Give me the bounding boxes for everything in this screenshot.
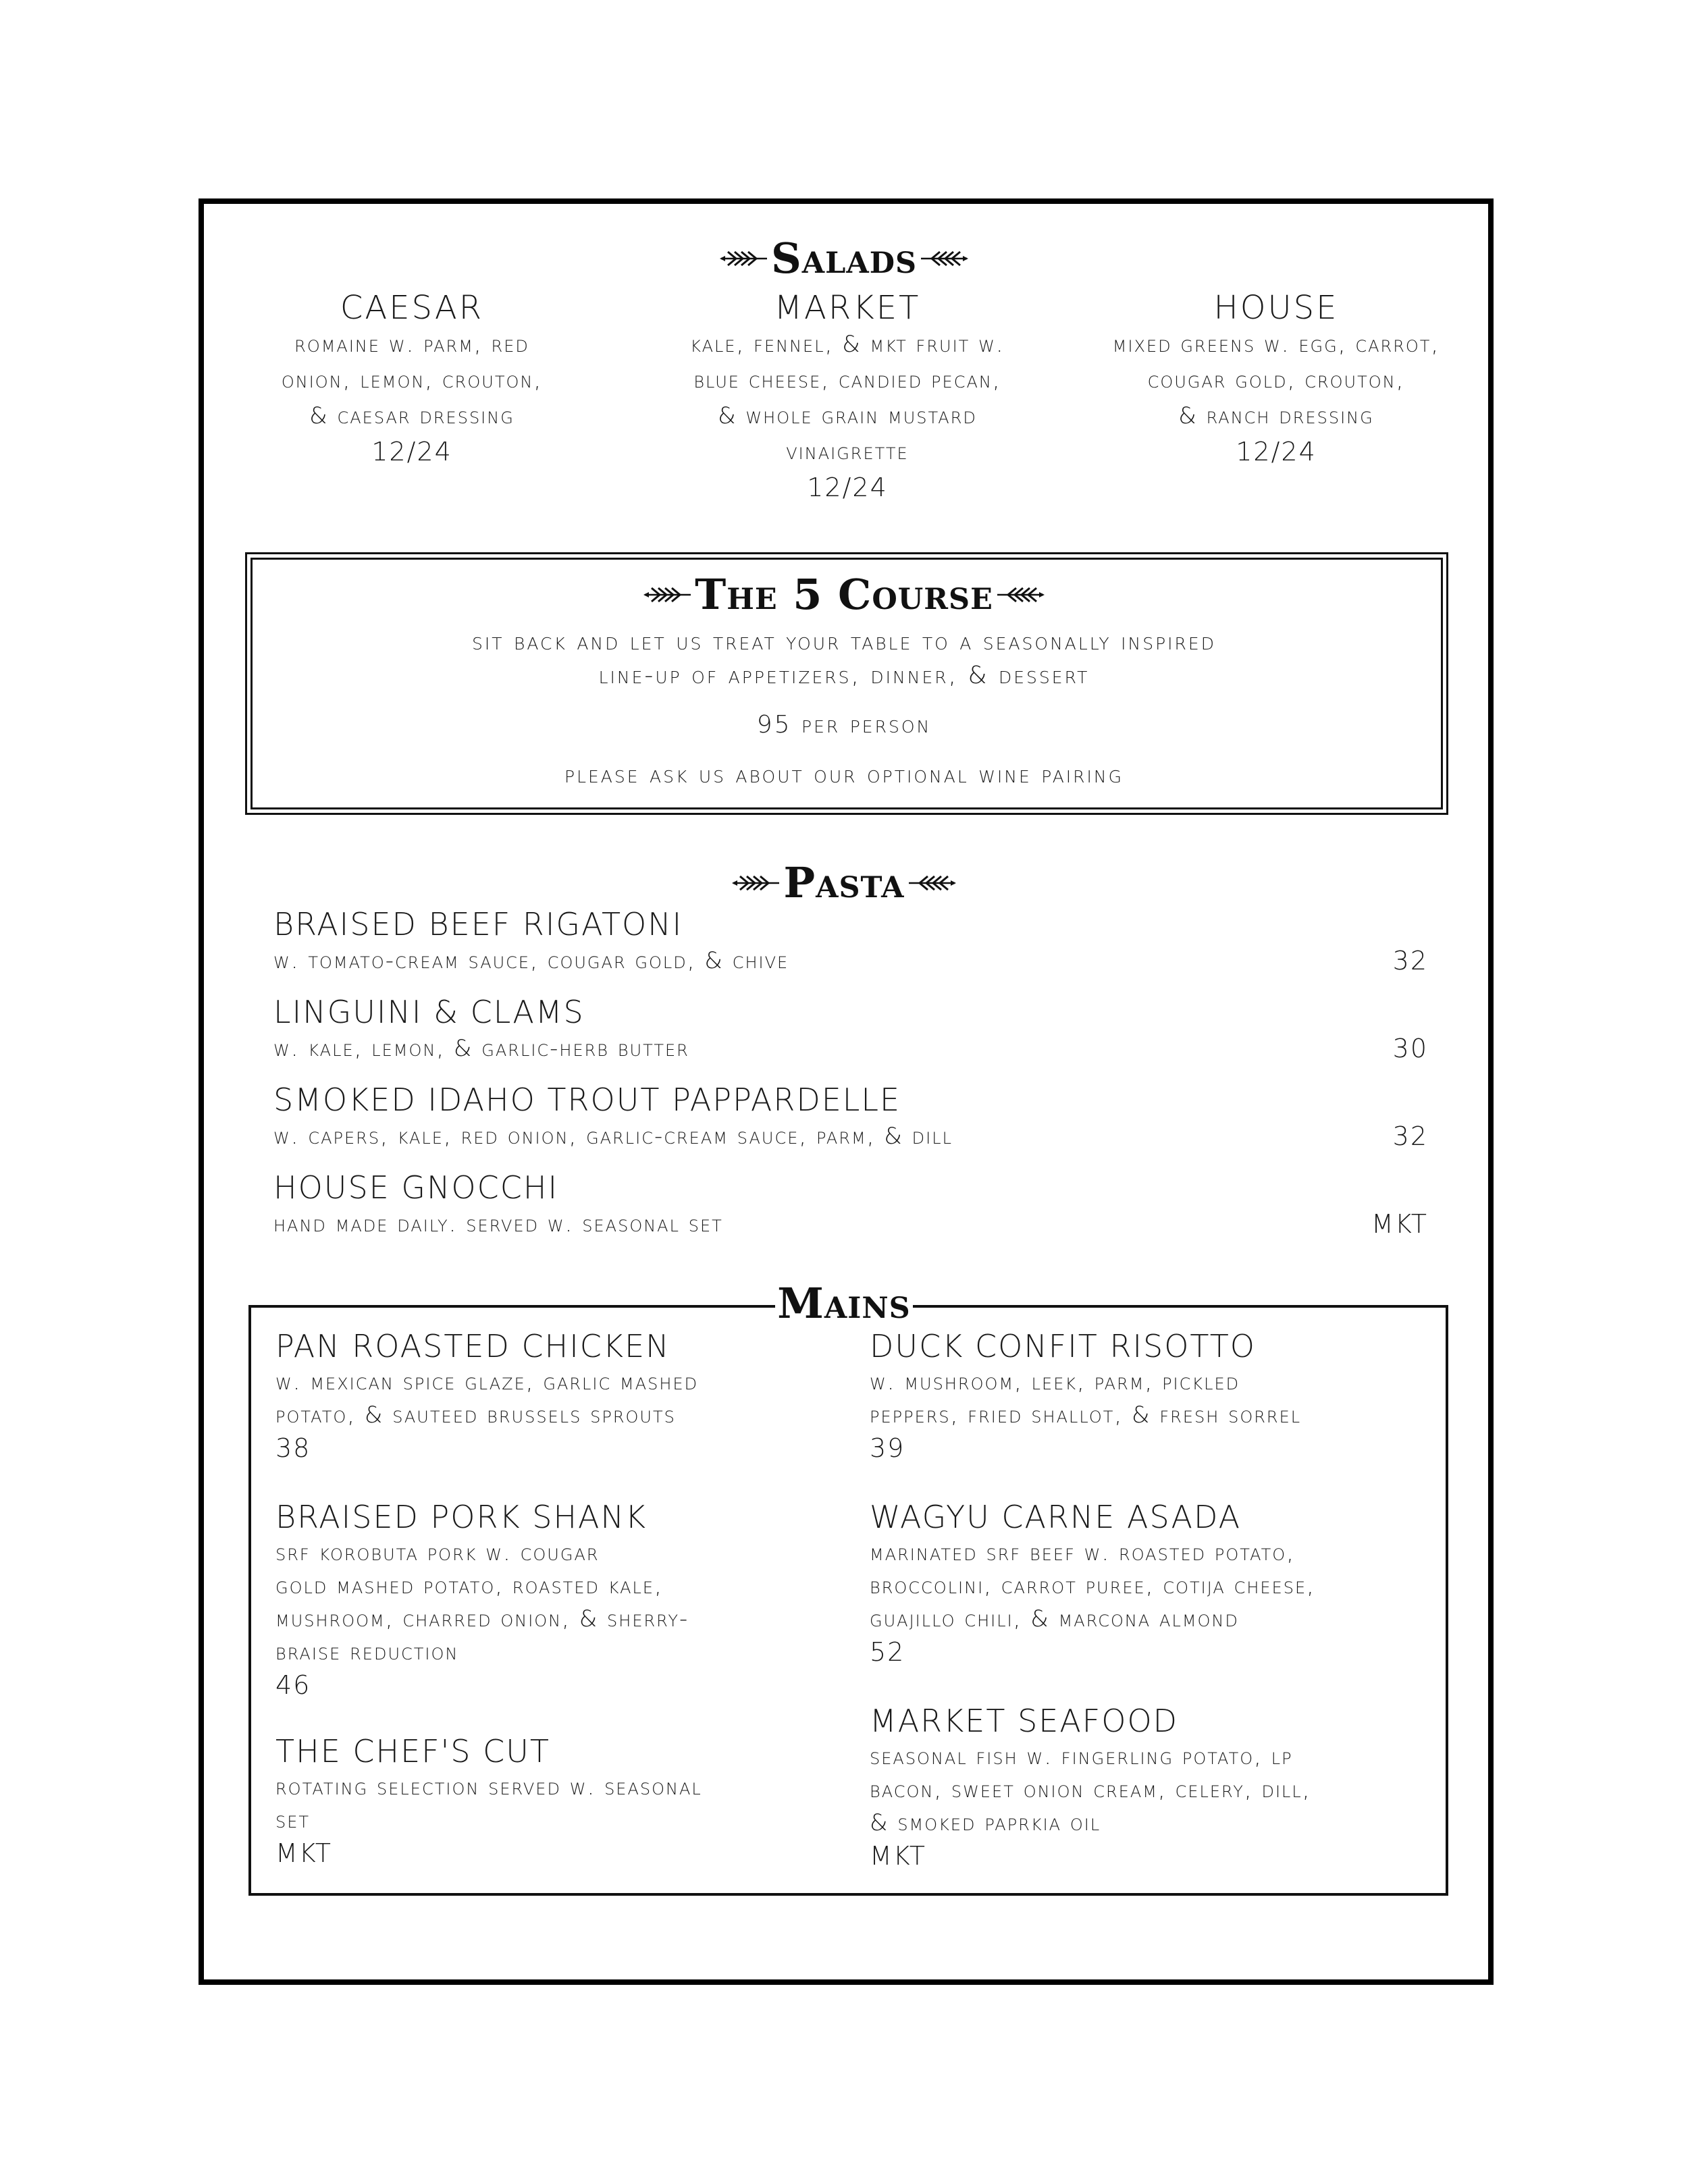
main-item xyxy=(870,1327,1423,1464)
five-course-description-line: line-up of appetizers, dinner, & dessert xyxy=(598,662,1090,689)
pasta-item xyxy=(273,905,1428,978)
salads-heading-text: Salads xyxy=(770,234,918,283)
pasta-price: 32 xyxy=(1392,946,1428,976)
pasta-heading xyxy=(0,858,1688,907)
main-name: BRAISED PORK SHANK xyxy=(275,1499,648,1535)
main-item xyxy=(275,1497,829,1701)
salad-item-house xyxy=(1060,289,1492,470)
main-desc-line: broccolini, carrot puree, cotija cheese, xyxy=(870,1572,1315,1599)
wine-pairing-note: please ask us about our optional wine pairing xyxy=(564,761,1124,789)
main-name: DUCK CONFIT RISOTTO xyxy=(870,1328,1257,1364)
arrow-feather-icon xyxy=(921,250,968,267)
main-price: 38 xyxy=(275,1433,311,1463)
main-name: WAGYU CARNE ASADA xyxy=(870,1499,1242,1535)
main-item xyxy=(275,1732,829,1869)
main-desc-line: srf korobuta pork w. cougar xyxy=(275,1539,600,1566)
salad-desc-line: & caesar dressing xyxy=(309,402,515,429)
salad-desc-line: cougar gold, crouton, xyxy=(1147,367,1405,394)
five-course-heading xyxy=(0,570,1688,619)
pasta-name: LINGUINI & CLAMS xyxy=(273,994,585,1030)
main-name: MARKET SEAFOOD xyxy=(870,1703,1179,1739)
main-desc-line: marinated srf beef w. roasted potato, xyxy=(870,1539,1296,1566)
main-desc-line: & smoked paprkia oil xyxy=(870,1809,1101,1836)
pasta-desc: w. kale, lemon, & garlic-herb butter xyxy=(273,1035,689,1062)
salad-price: 12/24 xyxy=(371,437,452,467)
pasta-desc: hand made daily. served w. seasonal set xyxy=(273,1210,723,1237)
salad-desc-line: romaine w. parm, red xyxy=(294,331,529,358)
five-course-description-line: sit back and let us treat your table to a seasonally inspired xyxy=(472,628,1216,656)
five-course-heading-text: The 5 Course xyxy=(695,570,993,619)
salad-desc-line: & ranch dressing xyxy=(1178,402,1374,429)
pasta-price: 32 xyxy=(1392,1121,1428,1151)
pasta-heading-text: Pasta xyxy=(783,858,905,907)
main-desc-line: gold mashed potato, roasted kale, xyxy=(275,1572,663,1599)
salad-item-market xyxy=(645,289,1050,506)
salad-desc-line: kale, fennel, & mkt fruit w. xyxy=(690,331,1005,358)
main-desc-line: rotating selection served w. seasonal xyxy=(275,1774,702,1801)
five-course-price: 95 per person xyxy=(756,711,932,739)
pasta-name: HOUSE GNOCCHI xyxy=(273,1169,559,1206)
main-desc-line: guajillo chili, & marcona almond xyxy=(870,1605,1239,1632)
salad-desc-line: & whole grain mustard xyxy=(718,402,977,429)
pasta-item xyxy=(273,992,1428,1065)
arrow-feather-icon xyxy=(732,874,779,892)
pasta-name: SMOKED IDAHO TROUT PAPPARDELLE xyxy=(273,1082,901,1118)
arrow-feather-icon xyxy=(997,586,1045,604)
salad-name: HOUSE xyxy=(1213,289,1339,327)
main-desc-line: seasonal fish w. fingerling potato, lp xyxy=(870,1743,1293,1770)
salad-name: MARKET xyxy=(774,289,921,327)
pasta-item xyxy=(273,1168,1428,1241)
main-desc-line: mushroom, charred onion, & sherry- xyxy=(275,1605,689,1632)
arrow-feather-icon xyxy=(909,874,956,892)
salads-heading xyxy=(0,234,1688,283)
main-desc-line: bacon, sweet onion cream, celery, dill, xyxy=(870,1776,1311,1803)
pasta-desc: w. capers, kale, red onion, garlic-cream sauce, parm, & dill xyxy=(273,1123,953,1150)
main-desc-line: w. mexican spice glaze, garlic mashed xyxy=(275,1368,699,1395)
main-price: 52 xyxy=(870,1637,905,1667)
arrow-feather-icon xyxy=(643,586,691,604)
mains-heading-text: Mains xyxy=(777,1279,911,1328)
main-price: MKT xyxy=(275,1838,332,1868)
salad-name: CAESAR xyxy=(340,289,484,327)
pasta-price: MKT xyxy=(1371,1209,1428,1239)
main-name: THE CHEF'S CUT xyxy=(275,1733,550,1769)
main-desc-line: w. mushroom, leek, parm, pickled xyxy=(870,1368,1240,1395)
main-desc-line: peppers, fried shallot, & fresh sorrel xyxy=(870,1402,1302,1429)
main-item xyxy=(870,1701,1423,1872)
main-desc-line: potato, & sauteed brussels sprouts xyxy=(275,1402,676,1429)
salad-desc-line: vinaigrette xyxy=(786,438,909,465)
salad-desc-line: blue cheese, candied pecan, xyxy=(693,367,1001,394)
main-item xyxy=(870,1497,1423,1668)
main-price: 39 xyxy=(870,1433,905,1463)
main-name: PAN ROASTED CHICKEN xyxy=(275,1328,670,1364)
arrow-feather-icon xyxy=(720,250,767,267)
salad-desc-line: mixed greens w. egg, carrot, xyxy=(1112,331,1440,358)
main-item xyxy=(275,1327,829,1464)
salad-desc-line: onion, lemon, crouton, xyxy=(281,367,543,394)
main-desc-line: braise reduction xyxy=(275,1639,459,1666)
pasta-price: 30 xyxy=(1392,1034,1428,1063)
pasta-item xyxy=(273,1080,1428,1153)
main-price: MKT xyxy=(870,1841,926,1871)
salad-price: 12/24 xyxy=(1236,437,1317,467)
main-price: 46 xyxy=(275,1670,311,1700)
pasta-desc: w. tomato-cream sauce, cougar gold, & chive xyxy=(273,947,789,974)
main-desc-line: set xyxy=(275,1807,311,1834)
salad-item-caesar xyxy=(223,289,601,470)
mains-heading xyxy=(776,1279,912,1328)
salad-price: 12/24 xyxy=(807,473,888,502)
pasta-name: BRAISED BEEF RIGATONI xyxy=(273,906,683,942)
